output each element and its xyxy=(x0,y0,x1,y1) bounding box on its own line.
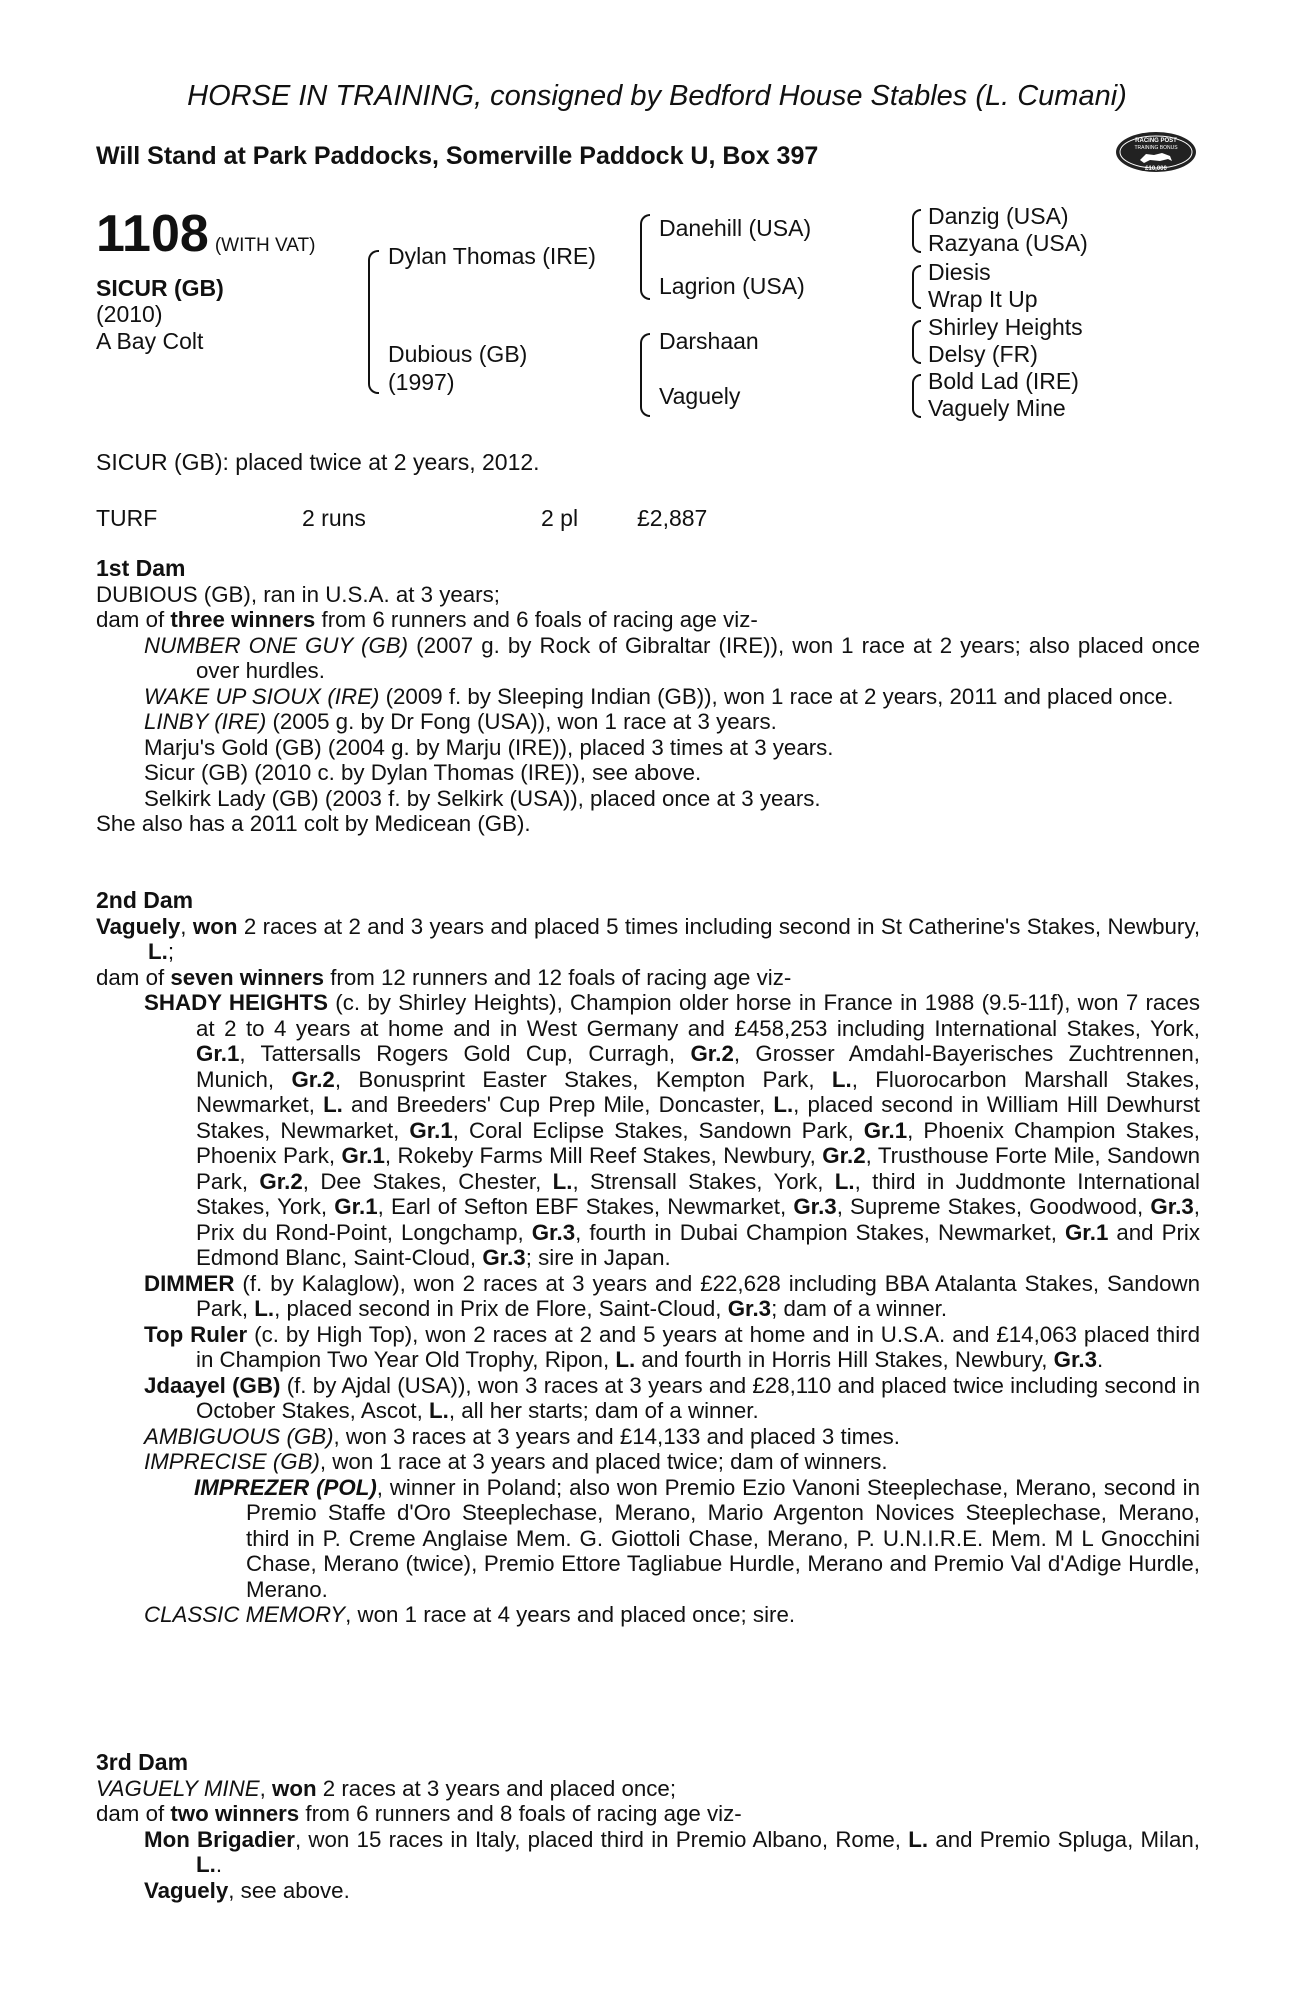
offspring-entry: Mon Brigadier, won 15 races in Italy, placed third in Premio Albano, Rome, L. and Premio Spluga, Milan, L.. xyxy=(144,1826,1200,1877)
horse-name: SICUR (GB) xyxy=(96,275,224,301)
race-summary: SICUR (GB): placed twice at 2 years, 2012. xyxy=(96,449,540,475)
sire-dam-brace xyxy=(368,250,379,394)
third-dam-produce-line: dam of two winners from 6 runners and 8 foals of racing age viz- xyxy=(96,1801,742,1826)
pedigree-g3-4: Wrap It Up xyxy=(928,286,1038,312)
offspring-entry: CLASSIC MEMORY, won 1 race at 4 years and placed once; sire. xyxy=(144,1602,796,1627)
offspring-entry: AMBIGUOUS (GB), won 3 races at 3 years and £14,133 and placed 3 times. xyxy=(144,1423,900,1449)
pedigree-dam: Dubious (GB) xyxy=(388,341,528,367)
g3-brace-3 xyxy=(912,320,921,364)
third-dam-section xyxy=(96,1750,1200,1903)
offspring-entry: Vaguely, see above. xyxy=(144,1877,350,1903)
consignor-banner: HORSE IN TRAINING, consigned by Bedford House Stables (L. Cumani) xyxy=(187,80,1127,112)
pedigree-dam-year: (1997) xyxy=(388,369,455,395)
pedigree-dam-dam: Vaguely xyxy=(659,383,741,409)
turf-placed: 2 pl xyxy=(541,505,579,531)
turf-runs: 2 runs xyxy=(302,505,366,531)
pedigree-g3-6: Delsy (FR) xyxy=(928,341,1038,367)
horse-description: A Bay Colt xyxy=(96,328,204,354)
turf-label: TURF xyxy=(96,505,158,531)
pedigree-g3-3: Diesis xyxy=(928,259,991,285)
pedigree-g3-1: Danzig (USA) xyxy=(928,203,1069,229)
training-bonus-badge-icon xyxy=(1114,130,1198,174)
second-dam-heading: 2nd Dam xyxy=(96,887,194,913)
grand-offspring-entry: IMPREZER (POL), winner in Poland; also won Premio Ezio Vanoni Steeplechase, Merano, second in Premio Staffe d'Oro Steeplechase, Merano, Mario Argenton Novices Steeplechase, Merano, third in P. Creme Anglaise Mem. G. Giottoli Chase, Merano, P. U.N.I.R.E. Mem. M L Gnocchini Chase, Merano (twice), Premio Ettore Tagliabue Hurdle, Merano and Premio Val d'Adige Hurdle, Merano. xyxy=(194,1474,1200,1602)
offspring-entry: Sicur (GB) (2010 c. by Dylan Thomas (IRE)), see above. xyxy=(144,760,702,785)
badge-mid-text: TRAINING BONUS xyxy=(1134,145,1178,151)
foaling-year: (2010) xyxy=(96,301,163,327)
g3-brace-1 xyxy=(912,209,921,253)
pedigree-g3-2: Razyana (USA) xyxy=(928,230,1088,256)
lot-number: 1108 (WITH VAT) xyxy=(96,205,316,263)
offspring-entry: Marju's Gold (GB) (2004 g. by Marju (IRE)), placed 3 times at 3 years. xyxy=(144,734,834,760)
sire-line-brace xyxy=(640,214,650,300)
second-dam-produce-line: dam of seven winners from 12 runners and 12 foals of racing age viz- xyxy=(96,964,792,990)
offspring-entry: LINBY (IRE) (2005 g. by Dr Fong (USA)), won 1 race at 3 years. xyxy=(144,709,777,734)
offspring-entry: IMPRECISE (GB), won 1 race at 3 years and placed twice; dam of winners. xyxy=(144,1449,888,1474)
stand-location: Will Stand at Park Paddocks, Somerville Paddock U, Box 397 xyxy=(96,142,819,170)
turf-earnings: £2,887 xyxy=(637,505,708,531)
second-dam-section xyxy=(96,888,1200,1628)
pedigree-sire: Dylan Thomas (IRE) xyxy=(388,243,596,269)
offspring-entry: SHADY HEIGHTS (c. by Shirley Heights), Champion older horse in France in 1988 (9.5-11f), won 7 races at 2 to 4 years at home and in West Germany and £458,253 including International Stakes, York, Gr.1, Tattersalls Rogers Gold Cup, Curragh, Gr.2, Grosser Amdahl-Bayerisches Zuchtrennen, Munich, Gr.2, Bonusprint Easter Stakes, Kempton Park, L., Fluorocarbon Marshall Stakes, Newmarket, L. and Breeders' Cup Prep Mile, Doncaster, L., placed second in William Hill Dewhurst Stakes, Newmarket, Gr.1, Coral Eclipse Stakes, Sandown Park, Gr.1, Phoenix Champion Stakes, Phoenix Park, Gr.1, Rokeby Farms Mill Reef Stakes, Newbury, Gr.2, Trusthouse Forte Mile, Sandown Park, Gr.2, Dee Stakes, Chester, L., Strensall Stakes, York, L., third in Juddmonte International Stakes, York, Gr.1, Earl of Sefton EBF Stakes, Newmarket, Gr.3, Supreme Stakes, Goodwood, Gr.3, Prix du Rond-Point, Longchamp, Gr.3, fourth in Dubai Champion Stakes, Newmarket, Gr.1 and Prix Edmond Blanc, Saint-Cloud, Gr.3; sire in Japan. xyxy=(144,990,1201,1270)
offspring-entry: WAKE UP SIOUX (IRE) (2009 f. by Sleeping Indian (GB)), won 1 race at 2 years, 2011 and placed once. xyxy=(144,683,1174,709)
badge-top-text: RACING POST xyxy=(1135,138,1177,144)
pedigree-g3-7: Bold Lad (IRE) xyxy=(928,368,1079,394)
second-dam-line: Vaguely, won 2 races at 2 and 3 years and placed 5 times including second in St Catherine's Stakes, Newbury, L.; xyxy=(96,913,1201,964)
pedigree-sire-sire: Danehill (USA) xyxy=(659,215,812,241)
first-dam-produce-line: dam of three winners from 6 runners and 6 foals of racing age viz- xyxy=(96,607,758,632)
g3-brace-4 xyxy=(912,374,921,418)
third-dam-line: VAGUELY MINE, won 2 races at 3 years and placed once; xyxy=(96,1775,677,1801)
pedigree-dam-sire: Darshaan xyxy=(659,328,759,354)
badge-amount-text: £10,000 xyxy=(1145,166,1167,172)
first-dam-line: DUBIOUS (GB), ran in U.S.A. at 3 years; xyxy=(96,581,500,607)
offspring-entry: Jdaayel (GB) (f. by Ajdal (USA)), won 3 races at 3 years and £28,110 and placed twice including second in October Stakes, Ascot, L., all her starts; dam of a winner. xyxy=(144,1372,1200,1423)
offspring-entry: Selkirk Lady (GB) (2003 f. by Selkirk (USA)), placed once at 3 years. xyxy=(144,785,821,811)
third-dam-heading: 3rd Dam xyxy=(96,1749,189,1775)
offspring-entry: Top Ruler (c. by High Top), won 2 races at 2 and 5 years at home and in U.S.A. and £14,063 placed third in Champion Two Year Old Trophy, Ripon, L. and fourth in Horris Hill Stakes, Newbury, Gr.3. xyxy=(144,1321,1200,1372)
also-has-note: She also has a 2011 colt by Medicean (GB). xyxy=(96,811,531,836)
offspring-entry: DIMMER (f. by Kalaglow), won 2 races at 3 years and £22,628 including BBA Atalanta Stakes, Sandown Park, L., placed second in Prix de Flore, Saint-Cloud, Gr.3; dam of a winner. xyxy=(144,1270,1200,1321)
vat-note: (WITH VAT) xyxy=(214,235,316,256)
dam-line-brace xyxy=(640,333,650,417)
g3-brace-2 xyxy=(912,265,921,309)
pedigree-g3-5: Shirley Heights xyxy=(928,314,1083,340)
first-dam-section xyxy=(96,556,1200,837)
first-dam-heading: 1st Dam xyxy=(96,555,186,581)
offspring-entry: NUMBER ONE GUY (GB) (2007 g. by Rock of Gibraltar (IRE)), won 1 race at 2 years; also placed once over hurdles. xyxy=(144,632,1200,683)
pedigree-sire-dam: Lagrion (USA) xyxy=(659,273,805,299)
pedigree-g3-8: Vaguely Mine xyxy=(928,395,1066,421)
